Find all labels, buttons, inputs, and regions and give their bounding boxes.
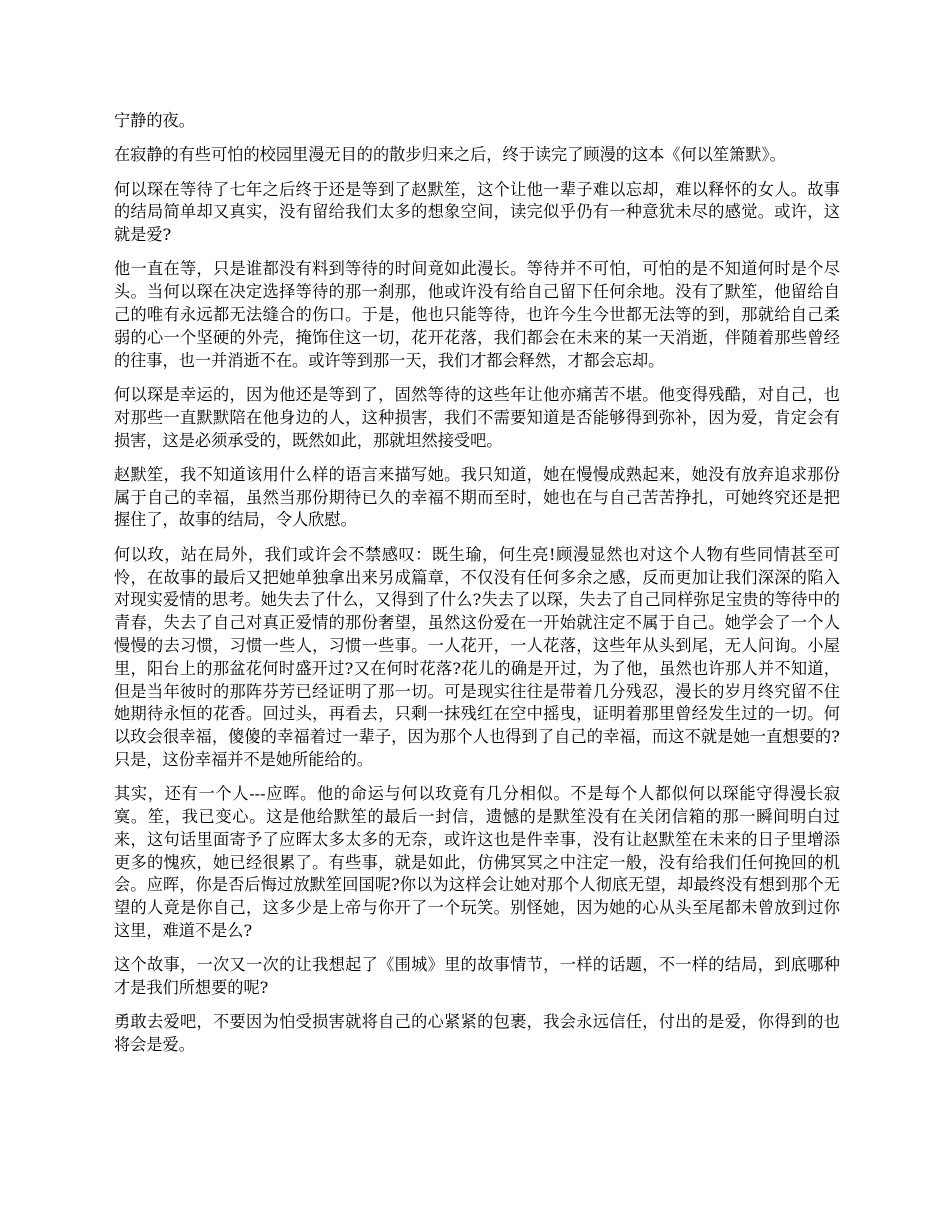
paragraph-finished-reading: 在寂静的有些可怕的校园里漫无目的的散步归来之后，终于读完了顾漫的这本《何以笙箫默》。 [114,145,786,165]
paragraph-fortress-besieged: 这个故事，一次又一次的让我想起了《围城》里的故事情节，一样的话题，不一样的结局，到底哪种才是我们所想要的呢? [114,955,840,998]
paragraph-closing: 勇敢去爱吧，不要因为怕受损害就将自己的心紧紧的包裹，我会永远信任，付出的是爱，你得到的也将会是爱。 [114,1012,840,1055]
paragraph-ying-hui: 其实，还有一个人---应晖。他的命运与何以玫竟有几分相似。不是每个人都似何以琛能守得漫长寂寞。笙，我已变心。这是他给默笙的最后一封信，遗憾的是默笙没有在关闭信箱的那一瞬间明白过来，这句话里面寄予了应晖太多太多的无奈，或许这也是件幸事，没有让赵默笙在未来的日子里增添更多的愧疚，她已经很累了。有些事，就是如此，仿佛冥冥之中注定一般，没有给我们任何挽回的机会。应晖，你是否后悔过放默笙回国呢?你以为这样会让她对那个人彻底无望，却最终没有想到那个无望的人竟是你自己，这多少是上帝与你开了一个玩笑。别怪她，因为她的心从头至尾都未曾放到过你这里，难道不是么? [114,784,840,940]
paragraph-he-yimei: 何以玫，站在局外，我们或许会不禁感叹：既生瑜，何生亮!顾漫显然也对这个人物有些同情甚至可怜，在故事的最后又把她单独拿出来另成篇章，不仅没有任何多余之感，反而更加让我们深深的陷入对现实爱情的思考。她失去了什么，又得到了什么?失去了以琛，失去了自己同样弥足宝贵的等待中的青春，失去了自己对真正爱情的那份奢望，虽然这份爱在一开始就注定不属于自己。她学会了一个人慢慢的去习惯，习惯一些人，习惯一些事。一人花开，一人花落，这些年从头到尾，无人问询。小屋里，阳台上的那盆花何时盛开过?又在何时花落?花儿的确是开过，为了他，虽然也许那人并不知道，但是当年彼时的那阵芬芳已经证明了那一切。可是现实往往是带着几分残忍，漫长的岁月终究留不住她期待永恒的花香。回过头，再看去，只剩一抹残红在空中摇曳，证明着那里曾经发生过的一切。何以玫会很幸福，傻傻的幸福着过一辈子，因为那个人也得到了自己的幸福，而这不就是她一直想要的?只是，这份幸福并不是她所能给的。 [114,544,840,769]
paragraph-endless-waiting: 他一直在等，只是谁都没有料到等待的时间竟如此漫长。等待并不可怕，可怕的是不知道何时是个尽头。当何以琛在决定选择等待的那一刹那，他或许没有给自己留下任何余地。没有了默笙，他留给自己的唯有永远都无法缝合的伤口。于是，他也只能等待，也许今生今世都无法等的到，那就给自己柔弱的心一个坚硬的外壳，掩饰住这一切，花开花落，我们都会在未来的某一天消逝，伴随着那些曾经的往事，也一并消逝不在。或许等到那一天，我们才都会释然，才都会忘却。 [114,259,840,370]
document-body [114,110,840,1068]
paragraph-yichen-fortunate: 何以琛是幸运的，因为他还是等到了，固然等待的这些年让他亦痛苦不堪。他变得残酷，对自己，也对那些一直默默陪在他身边的人，这种损害，我们不需要知道是否能够得到弥补，因为爱，肯定会有损害，这是必须承受的，既然如此，那就坦然接受吧。 [114,384,840,450]
paragraph-opening: 宁静的夜。 [114,111,195,130]
paragraph-yichen-waited: 何以琛在等待了七年之后终于还是等到了赵默笙，这个让他一辈子难以忘却，难以释怀的女人。故事的结局简单却又真实，没有留给我们太多的想象空间，读完似乎仍有一种意犹未尽的感觉。或许，这就是爱? [114,179,840,245]
paragraph-zhao-mosheng: 赵默笙，我不知道该用什么样的语言来描写她。我只知道，她在慢慢成熟起来，她没有放弃追求那份属于自己的幸福，虽然当那份期待已久的幸福不期而至时，她也在与自己苦苦挣扎，可她终究还是把握住了，故事的结局，令人欣慰。 [114,464,840,530]
